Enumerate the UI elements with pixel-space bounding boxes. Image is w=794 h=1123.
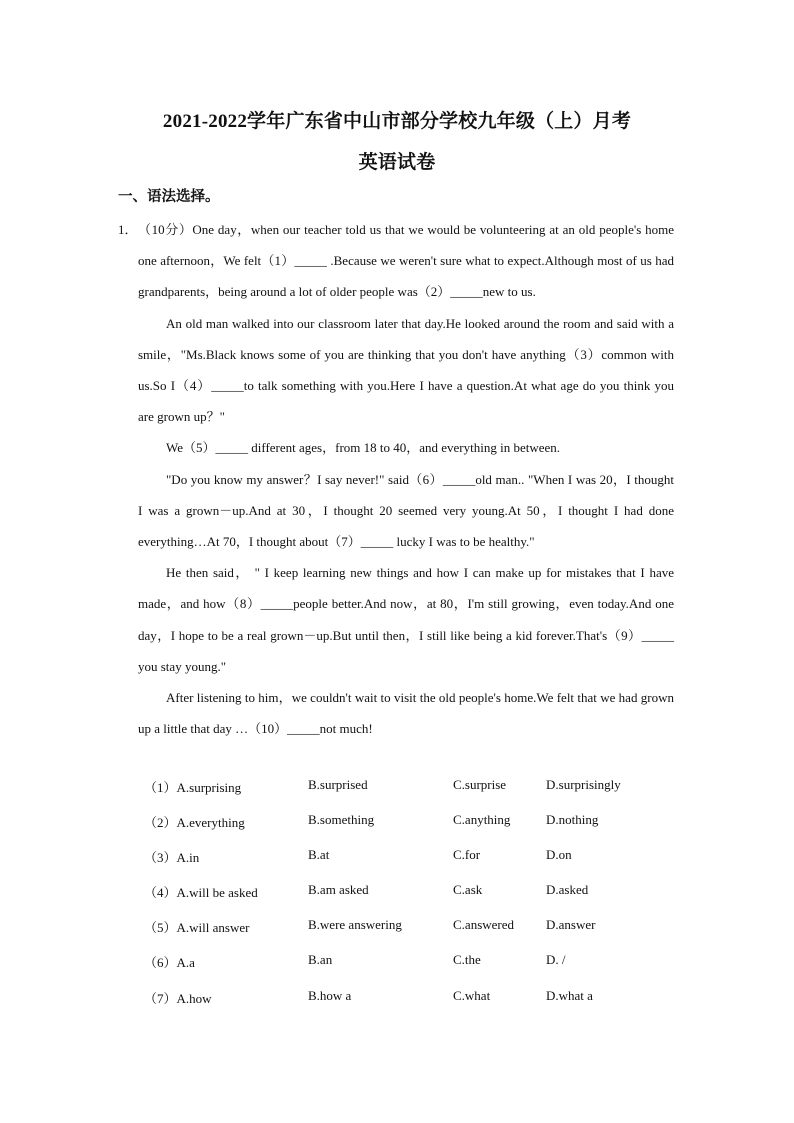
answer-options	[144, 777, 704, 1023]
option-row	[144, 882, 704, 917]
option-b: B.were answering	[308, 917, 402, 933]
option-b: B.am asked	[308, 882, 369, 898]
option-b: B.surprised	[308, 777, 368, 792]
option-d: D.surprisingly	[546, 777, 621, 792]
option-d: D.asked	[546, 882, 589, 898]
option-row	[144, 847, 704, 882]
option-row	[144, 917, 704, 952]
passage-paragraph: "Do you know my answer？I say never!" said（6）_____old man.. "When I was 20，I thought I was a grown－up.And at 30，I thought 20 seemed very young.At 50，I thought I had done everything…At 70，I thought about（7）_____ lucky I was to be healthy."	[138, 471, 674, 550]
option-row	[144, 988, 704, 1023]
passage-paragraph: We（5）_____ different ages，from 18 to 40，and everything in between.	[166, 440, 561, 456]
option-a: （4）A.will be asked	[144, 885, 258, 901]
option-a: （3）A.in	[144, 850, 200, 866]
option-a: （5）A.will answer	[144, 920, 250, 936]
option-row	[144, 952, 704, 987]
option-a: （2）A.everything	[144, 815, 245, 831]
passage-paragraph: An old man walked into our classroom later that day.He looked around the room and said with a smile，"Ms.Black knows some of you are thinking that you don't have anything（3）common with us.So I（4）_____to talk something with you.Here I have a question.At what age do you think you are grown up？"	[138, 315, 674, 425]
option-c: C.answered	[453, 917, 515, 933]
exam-subtitle: 英语试卷	[358, 152, 436, 173]
option-b: B.at	[308, 847, 330, 863]
option-c: C.for	[453, 847, 481, 863]
option-d: D. /	[546, 952, 566, 968]
option-b: B.how a	[308, 987, 352, 1003]
option-c: C.the	[453, 952, 481, 968]
option-row	[144, 812, 704, 847]
option-c: C.what	[453, 987, 491, 1003]
passage-paragraph: After listening to him，we couldn't wait to visit the old people's home.We felt that we had grown up a little that day …（10）_____not much!	[138, 690, 674, 737]
option-b: B.something	[308, 812, 375, 828]
question-number: 1．	[118, 222, 138, 237]
option-c: C.ask	[453, 882, 483, 898]
option-a: （6）A.a	[144, 955, 195, 971]
exam-title: 2021-2022学年广东省中山市部分学校九年级（上）月考	[162, 111, 632, 132]
option-a: （1）A.surprising	[144, 780, 242, 795]
option-d: D.answer	[546, 917, 596, 933]
section-heading: 一、语法选择。	[118, 189, 220, 205]
option-c: C.anything	[453, 812, 511, 828]
option-a: （7）A.how	[144, 990, 212, 1006]
option-row	[144, 777, 704, 812]
option-d: D.what a	[546, 987, 593, 1003]
passage-paragraph: He then said， " I keep learning new things and how I can make up for mistakes that I have made，and how（8）_____people better.And now，at 80，I'm still growing，even today.And one day，I hope to be a real grown－up.But until then，I still like being a kid forever.That's（9）_____ you stay young."	[138, 565, 674, 674]
option-d: D.nothing	[546, 812, 599, 828]
option-d: D.on	[546, 847, 572, 863]
reading-passage	[138, 214, 674, 744]
passage-paragraph: （10分）One day，when our teacher told us that we would be volunteering at an old people's home one afternoon，We felt（1）_____ .Because we weren't sure what to expect.Although most of us had grandparents，being around a lot of older people was（2）_____new to us.	[138, 222, 674, 300]
option-c: C.surprise	[453, 777, 507, 792]
option-b: B.an	[308, 952, 333, 968]
